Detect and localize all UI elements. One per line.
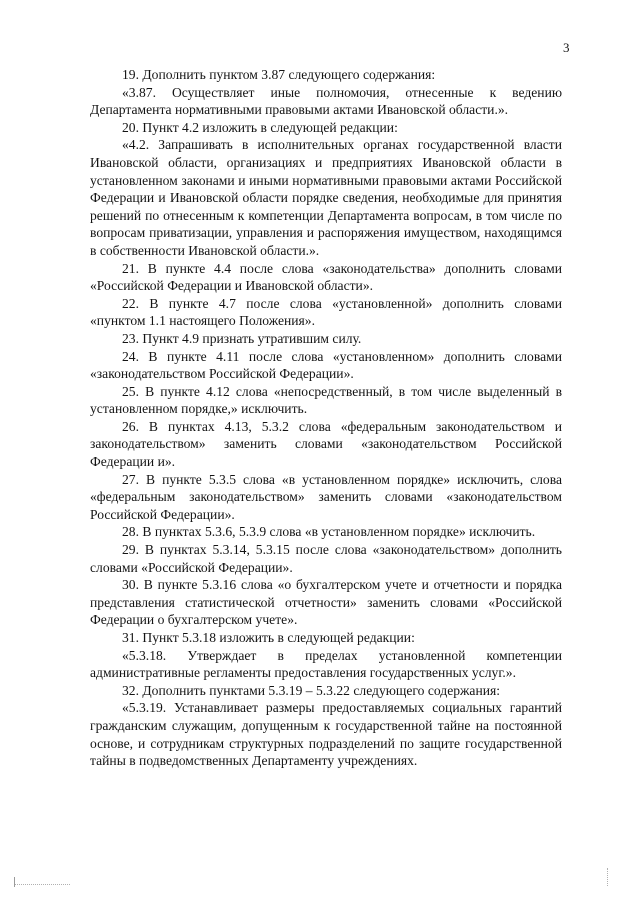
paragraph-32: 32. Дополнить пунктами 5.3.19 – 5.3.22 следующего содержания: — [122, 682, 501, 698]
paragraph-28: 28. В пунктах 5.3.6, 5.3.9 слова «в установленном порядке» исключить. — [122, 524, 536, 540]
paragraph-23: 23. Пункт 4.9 признать утратившим силу. — [122, 330, 362, 346]
paragraph-25: 25. В пункте 4.12 слова «непосредственный, в том числе выделенный в установленном порядке,» исключить. — [90, 383, 562, 417]
paragraph-4-2: «4.2. Запрашивать в исполнительных органах государственной власти Ивановской области, организациях и предприятиях Ивановской области в установленном законами и иными нормативными правовыми актами Российской Федерации и Ивановской области порядке сведения, необходимые для принятия решений по отнесенным к компетенции Департамента вопросам, в том числе по вопросам приватизации, управления и распоряжения имуществом, находящимся в собственности Ивановской области.». — [90, 137, 562, 258]
paragraph-5-3-18: «5.3.18. Утверждает в пределах установленной компетенции административные регламенты предоставления государственных услуг.». — [90, 647, 562, 681]
page-number: 3 — [563, 40, 570, 55]
paragraph-3-87: «3.87. Осуществляет иные полномочия, отнесенные к ведению Департамента нормативными правовыми актами Ивановской области.». — [90, 84, 562, 118]
scan-artifact-right — [607, 868, 609, 886]
paragraph-30: 30. В пункте 5.3.16 слова «о бухгалтерском учете и отчетности и порядка представления статистической отчетности» заменить словами «Российской Федерации о бухгалтерском учете». — [90, 577, 562, 628]
paragraph-27: 27. В пункте 5.3.5 слова «в установленном порядке» исключить, слова «федеральным законодательством» заменить словами «законодательством Российской Федерации». — [90, 471, 562, 522]
paragraph-31: 31. Пункт 5.3.18 изложить в следующей редакции: — [122, 630, 415, 645]
paragraph-20: 20. Пункт 4.2 изложить в следующей редакции: — [122, 119, 398, 135]
paragraph-5-3-19: «5.3.19. Устанавливает размеры предоставляемых социальных гарантий гражданским служащим, допущенным к государственной тайне на постоянной основе, и сотрудникам структурных подразделений по защите государственной тайны в подведомственных Департаменту учреждениях. — [90, 700, 562, 769]
paragraph-24: 24. В пункте 4.11 после слова «установленном» дополнить словами «законодательством Российской Федерации». — [90, 348, 562, 382]
document-body — [90, 66, 562, 770]
scan-artifact-left — [14, 884, 70, 886]
paragraph-22: 22. В пункте 4.7 после слова «установленной» дополнить словами «пунктом 1.1 настоящего Положения». — [90, 295, 562, 329]
paragraph-21: 21. В пункте 4.4 после слова «законодательства» дополнить словами «Российской Федерации и Ивановской области». — [90, 260, 562, 294]
paragraph-26: 26. В пунктах 4.13, 5.3.2 слова «федеральным законодательством и законодательством» заменить словами «законодательством Российской Федерации и». — [90, 418, 562, 470]
paragraph-19: 19. Дополнить пунктом 3.87 следующего содержания: — [122, 67, 436, 82]
paragraph-29: 29. В пунктах 5.3.14, 5.3.15 после слова «законодательством» дополнить словами «Российской Федерации». — [90, 542, 562, 575]
